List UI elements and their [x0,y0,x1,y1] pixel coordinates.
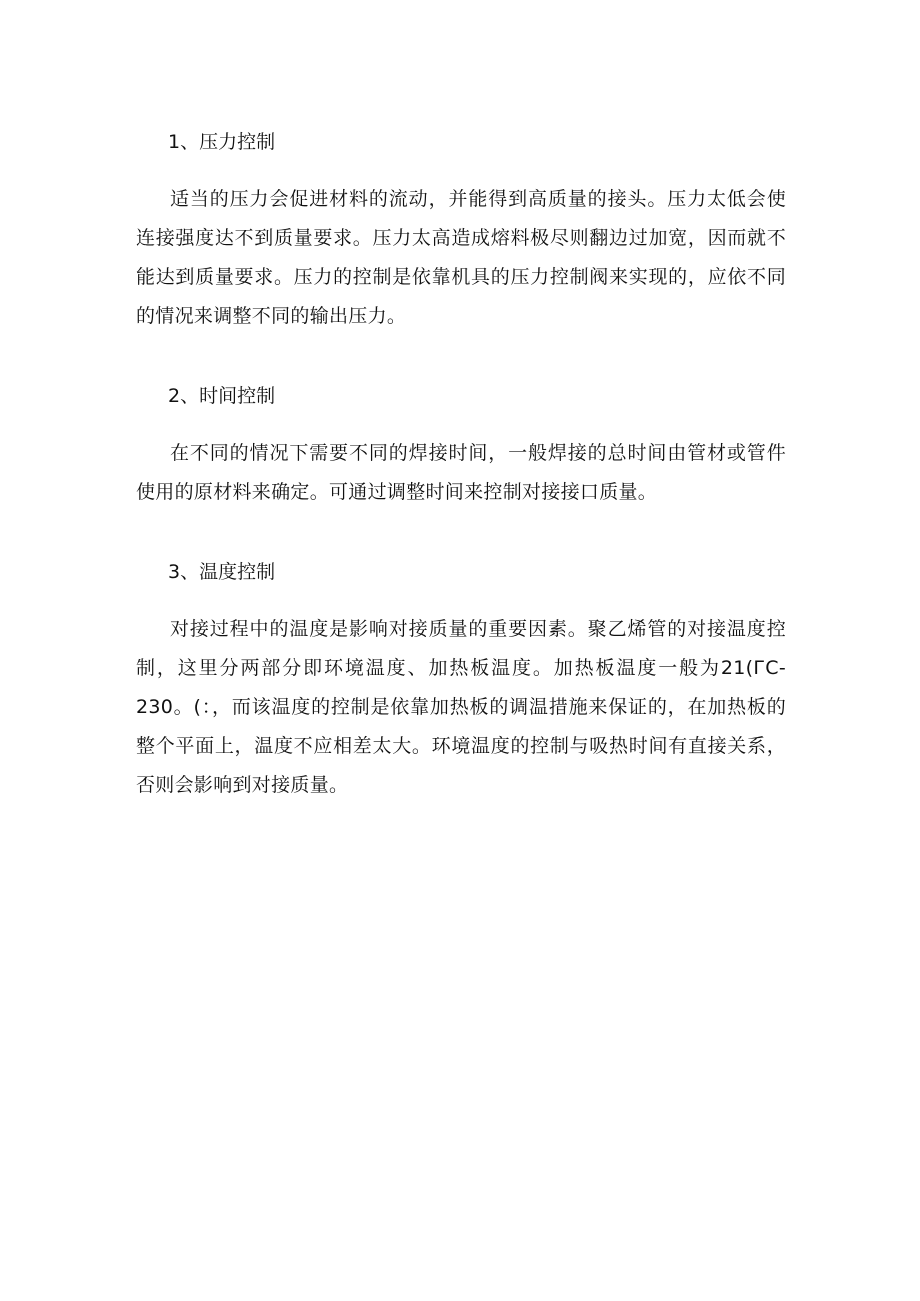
section-paragraph-pressure: 适当的压力会促进材料的流动，并能得到高质量的接头。压力太低会使连接强度达不到质量要求。压力太高造成熔料极尽则翻边过加宽，因而就不能达到质量要求。压力的控制是依靠机具的压力控制阀来实现的，应依不同的情况来调整不同的输出压力。 [136,188,786,327]
section-heading-time: 2、时间控制 [168,385,276,407]
section-paragraph-temperature: 对接过程中的温度是影响对接质量的重要因素。聚乙烯管的对接温度控制，这里分两部分即环境温度、加热板温度。加热板温度一般为21(ГC-230。(：，而该温度的控制是依靠加热板的调温措施来保证的，在加热板的整个平面上，温度不应相差太大。环境温度的控制与吸热时间有直接关系，否则会影响到对接质量。 [136,618,786,796]
section-paragraph-time: 在不同的情况下需要不同的焊接时间，一般焊接的总时间由管材或管件使用的原材料来确定。可通过调整时间来控制对接接口质量。 [136,442,786,503]
section-heading-temperature: 3、温度控制 [168,561,276,583]
section-heading-pressure: 1、压力控制 [168,131,276,153]
document-body [136,126,786,849]
